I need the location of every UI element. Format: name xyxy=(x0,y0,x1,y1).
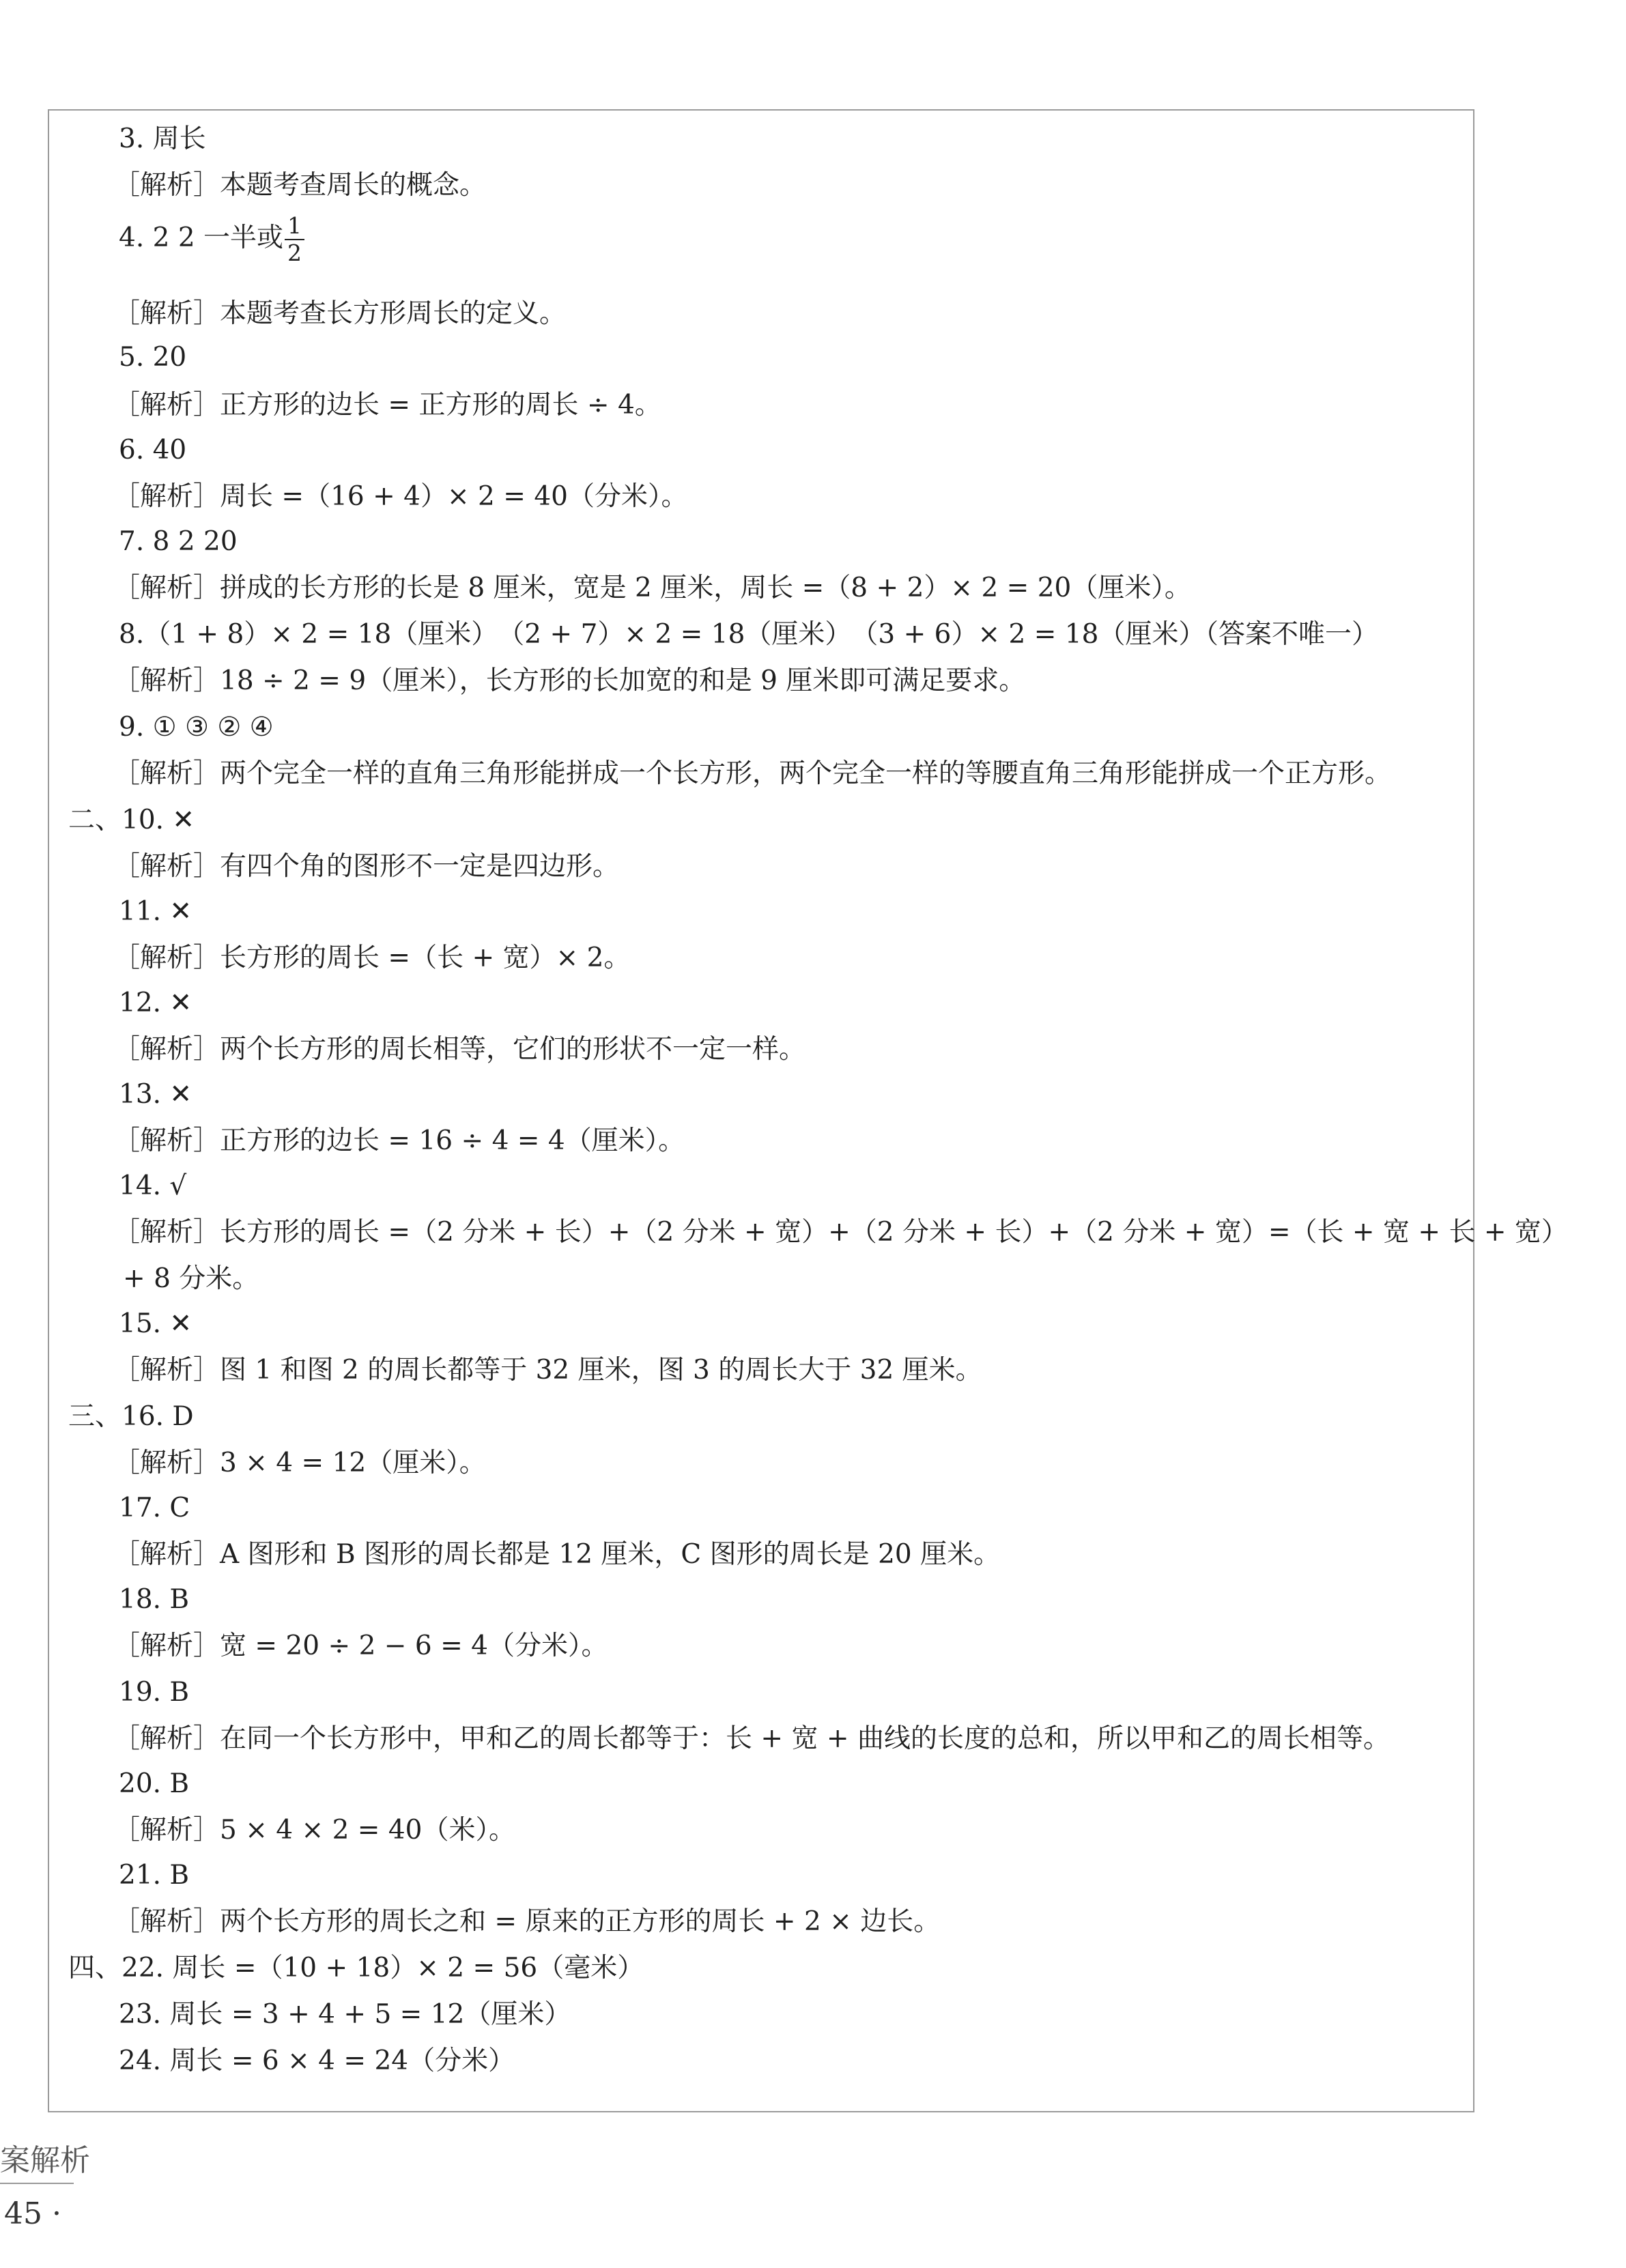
answer-line: ［解析］在同一个长方形中，甲和乙的周长都等于：长 + 宽 + 曲线的长度的总和，所以甲和乙的周长相等。 xyxy=(113,1723,1390,1754)
answer-line: ［解析］本题考查长方形周长的定义。 xyxy=(113,298,567,329)
answer-line: 7. 8 2 20 xyxy=(119,526,238,557)
answer-line: ［解析］图 1 和图 2 的周长都等于 32 厘米，图 3 的周长大于 32 厘米。 xyxy=(113,1355,982,1386)
answer-line: ［解析］A 图形和 B 图形的周长都是 12 厘米，C 图形的周长是 20 厘米。 xyxy=(113,1539,1001,1570)
answer-line: ［解析］5 × 4 × 2 = 40（米）。 xyxy=(113,1815,515,1846)
page-number: 45 · xyxy=(4,2196,61,2231)
answer-4 xyxy=(119,213,304,266)
answer-line: ［解析］长方形的周长 =（长 + 宽）× 2。 xyxy=(113,943,631,973)
answer-line: ［解析］两个完全一样的直角三角形能拼成一个长方形，两个完全一样的等腰直角三角形能拼成一个正方形。 xyxy=(113,758,1392,789)
answer-line: ［解析］两个长方形的周长之和 = 原来的正方形的周长 + 2 × 边长。 xyxy=(113,1906,941,1937)
answer-line: 23. 周长 = 3 + 4 + 5 = 12（厘米） xyxy=(119,1999,571,2030)
answer-line: 15. ✕ xyxy=(119,1308,192,1339)
answer-line: 三、16. D xyxy=(68,1401,194,1432)
fraction-numerator: 1 xyxy=(285,213,304,240)
answer-4-text: 4. 2 2 一半或 xyxy=(119,223,284,253)
answer-line: 5. 20 xyxy=(119,342,187,373)
answer-line: 21. B xyxy=(119,1860,190,1891)
answer-line: 11. ✕ xyxy=(119,896,192,927)
answer-line: 17. C xyxy=(119,1493,190,1523)
answer-line: 20. B xyxy=(119,1768,190,1799)
answer-line: 13. ✕ xyxy=(119,1079,192,1110)
answer-line: ［解析］本题考查周长的概念。 xyxy=(113,170,487,201)
answer-line: ［解析］正方形的边长 = 正方形的周长 ÷ 4。 xyxy=(113,390,661,420)
answer-line: + 8 分米。 xyxy=(123,1263,259,1294)
answer-line: ［解析］宽 = 20 ÷ 2 − 6 = 4（分米）。 xyxy=(113,1631,608,1661)
answer-line: 19. B xyxy=(119,1677,190,1708)
footer-rule xyxy=(0,2183,74,2184)
answer-line: ［解析］18 ÷ 2 = 9（厘米），长方形的长加宽的和是 9 厘米即可满足要求。 xyxy=(113,665,1026,696)
answer-line: ［解析］正方形的边长 = 16 ÷ 4 = 4（厘米）。 xyxy=(113,1125,685,1156)
answer-line: ［解析］3 × 4 = 12（厘米）。 xyxy=(113,1448,486,1478)
answer-line: 18. B xyxy=(119,1584,190,1615)
answer-line: 8.（1 + 8）× 2 = 18（厘米） （2 + 7）× 2 = 18（厘米） （3 + 6）× 2 = 18（厘米）（答案不唯一） xyxy=(119,619,1378,650)
answer-line: 24. 周长 = 6 × 4 = 24（分米） xyxy=(119,2045,515,2076)
answer-line: 四、22. 周长 =（10 + 18）× 2 = 56（毫米） xyxy=(68,1953,644,1983)
answer-line: 9. ① ③ ② ④ xyxy=(119,712,274,743)
answer-line: 二、10. ✕ xyxy=(68,805,195,835)
footer-section-label: 案解析 xyxy=(0,2143,90,2178)
answer-line: ［解析］两个长方形的周长相等，它们的形状不一定一样。 xyxy=(113,1034,806,1065)
answer-line: 6. 40 xyxy=(119,435,187,465)
answer-line: ［解析］长方形的周长 =（2 分米 + 长）+（2 分米 + 宽）+（2 分米 + 长）+（2 分米 + 宽）=（长 + 宽 + 长 + 宽） xyxy=(113,1217,1568,1248)
answer-line: 14. √ xyxy=(119,1171,187,1201)
answer-line: 12. ✕ xyxy=(119,988,192,1018)
fraction-denominator: 2 xyxy=(287,240,302,266)
answer-line: ［解析］周长 =（16 + 4）× 2 = 40（分米）。 xyxy=(113,481,688,512)
answer-line: ［解析］有四个角的图形不一定是四边形。 xyxy=(113,851,620,882)
answer-line: 3. 周长 xyxy=(119,124,206,154)
fraction-one-half xyxy=(285,213,304,266)
answer-line: ［解析］拼成的长方形的长是 8 厘米，宽是 2 厘米，周长 =（8 + 2）× 2 = 20（厘米）。 xyxy=(113,573,1191,603)
